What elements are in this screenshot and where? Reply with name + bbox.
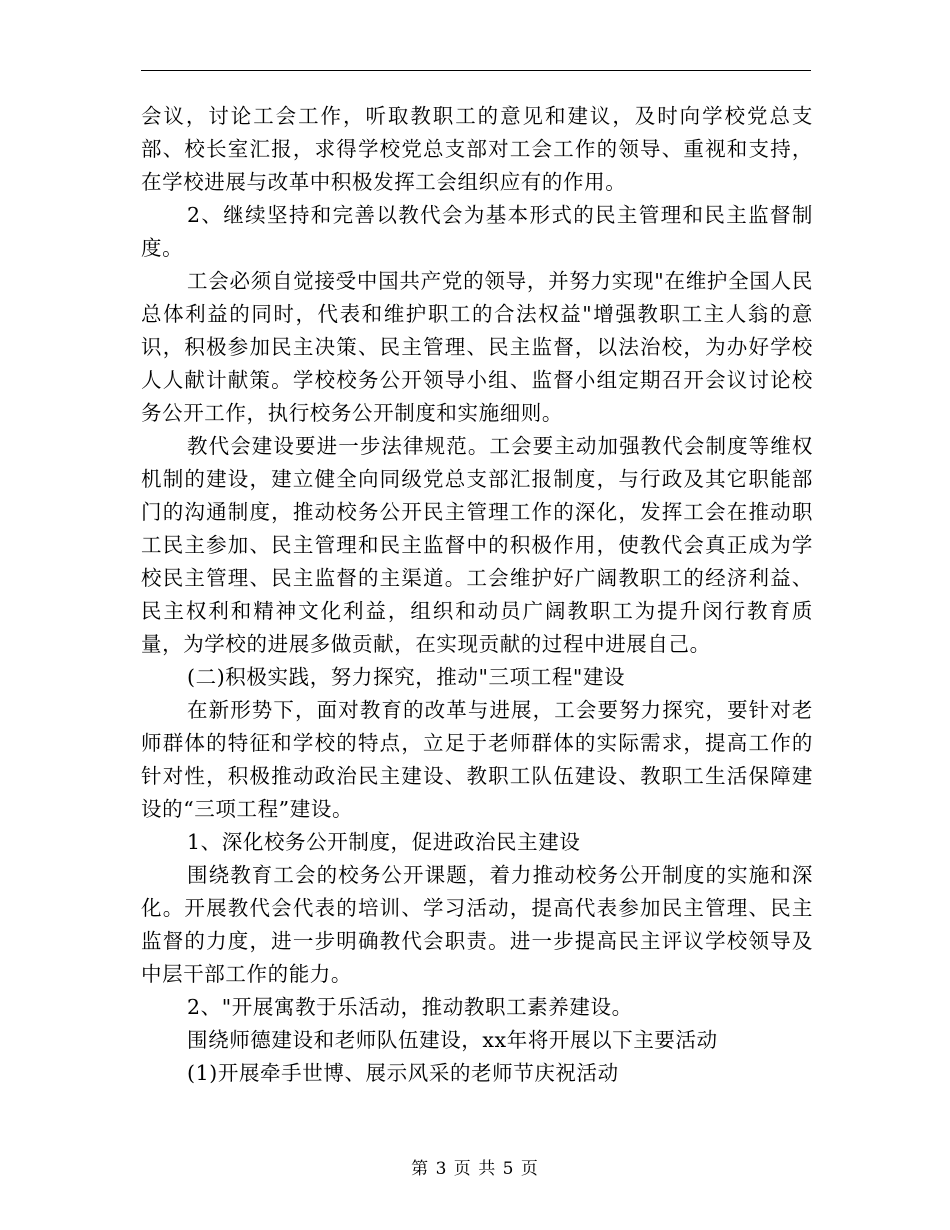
- list-item: (1)开展牵手世博、展示风采的老师节庆祝活动: [187, 1061, 619, 1085]
- paragraph: 围绕师德建设和老师队伍建设，xx年将开展以下主要活动: [187, 1028, 718, 1052]
- document-body: [141, 100, 813, 1090]
- page-number-footer: 第 3 页 共 5 页: [411, 1159, 539, 1179]
- paragraph: 在新形势下，面对教育的改革与进展，工会要努力探究，要针对老师群体的特征和学校的特点，立足于老师群体的实际需求，提高工作的针对性，积极推动政治民主建设、教职工队伍建设、教职工生活保障建设的“三项工程”建设。: [141, 698, 813, 821]
- paragraph: 围绕教育工会的校务公开课题，着力推动校务公开制度的实施和深化。开展教代会代表的培训、学习活动，提高代表参加民主管理、民主监督的力度，进一步明确教代会职责。进一步提高民主评议学校领导及中层干部工作的能力。: [141, 863, 813, 986]
- paragraph: 工会必须自觉接受中国共产党的领导，并努力实现"在维护全国人民总体利益的同时，代表和维护职工的合法权益"增强教职工主人翁的意识，积极参加民主决策、民主管理、民主监督，以法治校，为办好学校人人献计献策。学校校务公开领导小组、监督小组定期召开会议讨论校务公开工作，执行校务公开制度和实施细则。: [141, 269, 813, 425]
- subsection-heading: 2、"开展寓教于乐活动，推动教职工素养建设。: [187, 995, 633, 1019]
- paragraph: 教代会建设要进一步法律规范。工会要主动加强教代会制度等维权机制的建设，建立健全向同级党总支部汇报制度，与行政及其它职能部门的沟通制度，推动校务公开民主管理工作的深化，发挥工会在推动职工民主参加、民主管理和民主监督中的积极作用，使教代会真正成为学校民主管理、民主监督的主渠道。工会维护好广阔教职工的经济利益、民主权利和精神文化利益，组织和动员广阔教职工为提升闵行教育质量，为学校的进展多做贡献，在实现贡献的过程中进展自己。: [141, 434, 813, 656]
- header-rule: [141, 70, 811, 71]
- paragraph: 2、继续坚持和完善以教代会为基本形式的民主管理和民主监督制度。: [141, 203, 813, 260]
- paragraph: 会议，讨论工会工作，听取教职工的意见和建议，及时向学校党总支部、校长室汇报，求得学校党总支部对工会工作的领导、重视和支持，在学校进展与改革中积极发挥工会组织应有的作用。: [141, 104, 813, 194]
- subsection-heading: 1、深化校务公开制度，促进政治民主建设: [187, 830, 581, 854]
- section-heading: (二)积极实践，努力探究，推动"三项工程"建设: [187, 665, 626, 689]
